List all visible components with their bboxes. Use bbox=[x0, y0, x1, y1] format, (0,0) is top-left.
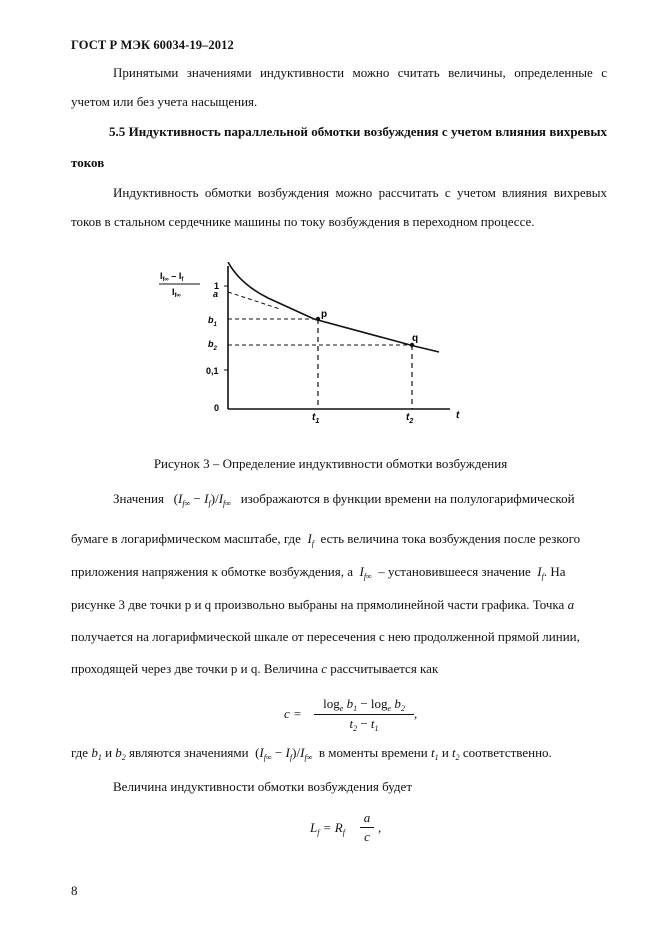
paragraph-inductance: Величина индуктивности обмотки возбуждения будет bbox=[113, 779, 412, 794]
formula-c: c = $\log_e b_1 - \log_e b_2$ $t_2 - t_1$ , bbox=[284, 696, 418, 733]
point-q-label: q bbox=[412, 333, 419, 344]
transient-curve bbox=[228, 262, 439, 352]
tick-0-1: 0,1 bbox=[206, 366, 219, 376]
document-header: ГОСТ Р МЭК 60034-19–2012 bbox=[71, 38, 234, 52]
paragraph-values-line5: получается на логарифмической шкале от пересечения с нею продолженной прямой линии, bbox=[71, 629, 580, 644]
section-heading-5-5: 5.5 Индуктивность параллельной обмотки возбуждения с учетом влияния вихревых токов bbox=[71, 124, 607, 170]
paragraph-values-line6: проходящей через две точки p и q. Величина c рассчитывается как bbox=[71, 661, 439, 676]
paragraph-values-line4: рисунке 3 две точки p и q произвольно выбраны на прямолинейной части графика. Точка a bbox=[71, 597, 575, 612]
figure-caption: Рисунок 3 – Определение индуктивности обмотки возбуждения bbox=[153, 456, 508, 471]
tick-b1: $b_1$ bbox=[208, 315, 217, 328]
point-p-marker bbox=[316, 317, 320, 321]
tick-a: a bbox=[213, 289, 219, 299]
x-label-t1: $t_1$ bbox=[312, 412, 320, 425]
paragraph-values-line3: приложения напряжения к обмотке возбуждения, а $I_{f\infty}$ – установившееся значение $I_f$. На bbox=[71, 564, 566, 581]
x-label-t2: $t_2$ bbox=[406, 412, 414, 425]
page-number: 8 bbox=[71, 883, 78, 898]
figure-inductance-graph bbox=[150, 262, 470, 432]
tick-0: 0 bbox=[214, 403, 220, 413]
formula-L: $L_f = R_f$ a c , bbox=[310, 810, 382, 844]
y-axis-label bbox=[159, 271, 200, 299]
svg-text:If∞: $I_{f\infty}$ bbox=[172, 287, 181, 299]
paragraph-values-line1: Значения $(I_{f\infty} - I_f)/I_{f\infty}$ изображаются в функции времени на полулогарифмической bbox=[113, 491, 575, 508]
svg-text:If∞ – If: $I_{f\infty} - I_f$ bbox=[160, 271, 184, 283]
tick-b2: $b_2$ bbox=[208, 339, 217, 352]
inline-ratio: $(I_{f\infty} - I_f)/I_{f\infty}$ bbox=[173, 491, 231, 508]
paragraph-where-b1-b2: где $b_1$ и $b_2$ являются значениями $(I_{f\infty} - I_f)/I_{f\infty}$ в моменты времени $t_1$ и $t_2$ соответственно. bbox=[71, 745, 552, 762]
x-axis-label: t bbox=[456, 410, 460, 421]
paragraph-eddy-currents: Индуктивность обмотки возбуждения можно рассчитать с учетом влияния вихревых токов в стальном сердечнике машины по току возбуждения в переходном процессе. bbox=[71, 185, 607, 229]
tick-1: 1 bbox=[214, 281, 220, 291]
paragraph-values-line2: бумаге в логарифмическом масштабе, где $I_f$ есть величина тока возбуждения после резкого bbox=[71, 531, 581, 548]
paragraph-saturation: Принятыми значениями индуктивности можно считать величины, определенные с учетом или без учета насыщения. bbox=[71, 65, 607, 109]
point-p-label: p bbox=[321, 309, 328, 320]
